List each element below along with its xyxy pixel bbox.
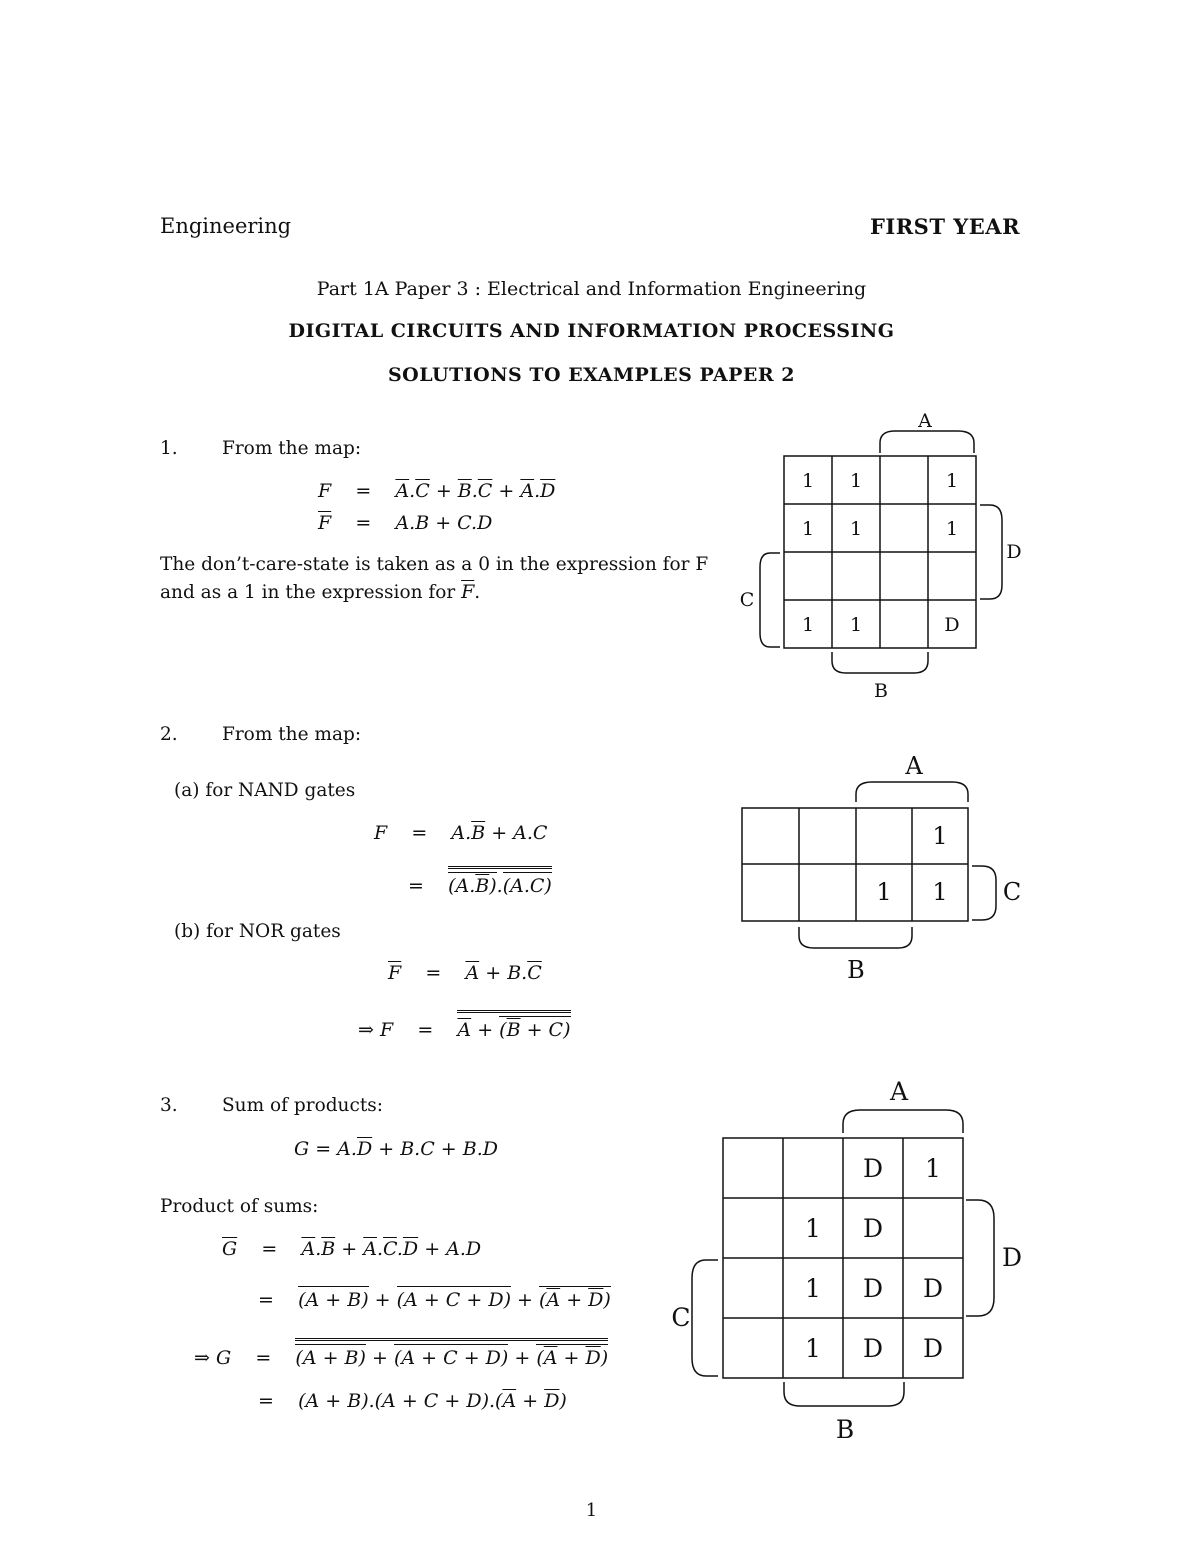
q1-cell: 1 [801,470,815,492]
q1-brace-c [760,553,780,647]
q2-intro: From the map: [222,724,362,745]
q1-cell: 1 [945,470,959,492]
q3-equation-g: ⇒ G = $(A + B) + (A + C + D) + (\overline{A} + \overline{D})$ [194,1338,608,1369]
q1-equation-fbar: $\overline{F}$ = A.B + C.D [318,512,493,534]
q1-label-d: D [1006,541,1022,563]
q3-karnaugh-map [660,1070,1040,1450]
q2-cell: 1 [932,878,948,906]
q3-equation-g-2: = $(A + B).(A + C + D).(\overline{A} + \overline{D})$ [258,1390,567,1412]
q2-part-a: (a) for NAND gates [174,780,356,801]
q1-cell: 1 [849,614,863,636]
q2-label-c: C [1002,878,1022,906]
q2-equation-nand-2: = $(A.\overline{B}).(A.C)$ [408,866,552,897]
paper-title: SOLUTIONS TO EXAMPLES PAPER 2 [387,364,796,386]
q3-brace-c [692,1260,718,1376]
q3-brace-a [843,1110,963,1133]
q3-cell: D [862,1274,884,1303]
q1-cell: D [944,614,960,636]
q3-equation-gbar: $\overline{G}$ = $\overline{A}.\overline{B} + \overline{A}.\overline{C}.\overline{D} + A.D$ [222,1238,482,1260]
q3-label-d: D [1001,1243,1023,1272]
q1-equation-f: F = $\overline{A}.\overline{C} + \overline{B}.\overline{C} + \overline{A}.\overline{D}$ [318,480,556,502]
q1-karnaugh-map [730,405,1040,705]
q2-brace-a [856,782,968,802]
q3-label-b: B [835,1415,855,1444]
q1-cell: 1 [849,470,863,492]
q3-cell: D [862,1154,884,1183]
q2-cell: 1 [932,822,948,850]
q3-pos-label: Product of sums: [160,1196,319,1217]
q1-brace-a [880,431,974,453]
subject-title: DIGITAL CIRCUITS AND INFORMATION PROCESSING [288,320,895,342]
header-left: Engineering [160,214,292,238]
q2-part-b: (b) for NOR gates [174,921,341,942]
q1-cell: 1 [801,614,815,636]
q3-cell: D [862,1334,884,1363]
q3-cell: D [922,1274,944,1303]
q3-intro: Sum of products: [222,1095,383,1116]
q2-equation-nor-1: $\overline{F}$ = $\overline{A} + B.\overline{C}$ [388,962,542,984]
q3-cell: 1 [925,1154,941,1183]
q3-number: 3. [160,1095,178,1116]
q1-number: 1. [160,438,178,459]
q2-label-a: A [905,752,923,780]
q1-brace-b [832,652,928,673]
q3-brace-b [784,1382,904,1406]
q2-equation-nand-1: F = $A.\overline{B} + A.C$ [374,822,548,844]
q3-cell: D [922,1334,944,1363]
q1-cell: 1 [945,518,959,540]
q1-note-line2: and as a 1 in the expression for $\overline{F}$. [160,581,481,603]
q2-number: 2. [160,724,178,745]
page-number: 1 [585,1500,598,1521]
q2-cell: 1 [876,878,892,906]
course-title: Part 1A Paper 3 : Electrical and Information Engineering [316,278,867,300]
q2-karnaugh-map [720,750,1040,990]
q1-note-line1: The don’t-care-state is taken as a 0 in the expression for F [160,554,709,575]
q3-cell: 1 [805,1334,821,1363]
q3-cell: 1 [805,1214,821,1243]
q1-label-a: A [918,410,932,432]
q2-brace-b [799,927,912,948]
q1-brace-d [980,505,1002,599]
q3-equation-sop: $G = A.\overline{D} + B.C + B.D$ [294,1138,498,1160]
q3-label-a: A [889,1077,909,1106]
q2-label-b: B [847,956,865,984]
q2-equation-nor-2: ⇒ F = $\overline{A} + (\overline{B} + C)$ [358,1010,571,1041]
q1-intro: From the map: [222,438,362,459]
header-right: FIRST YEAR [870,214,1021,239]
q3-brace-d [966,1200,994,1316]
q3-cell: 1 [805,1274,821,1303]
q3-cell: D [862,1214,884,1243]
q2-brace-c [972,866,996,920]
q1-label-c: C [739,589,755,611]
q1-label-b: B [874,680,888,702]
q3-label-c: C [671,1303,691,1332]
q1-cell: 1 [801,518,815,540]
q3-equation-gbar-2: = $(A + B) + (A + C + D) + (\overline{A} + \overline{D})$ [258,1286,611,1311]
q1-cell: 1 [849,518,863,540]
